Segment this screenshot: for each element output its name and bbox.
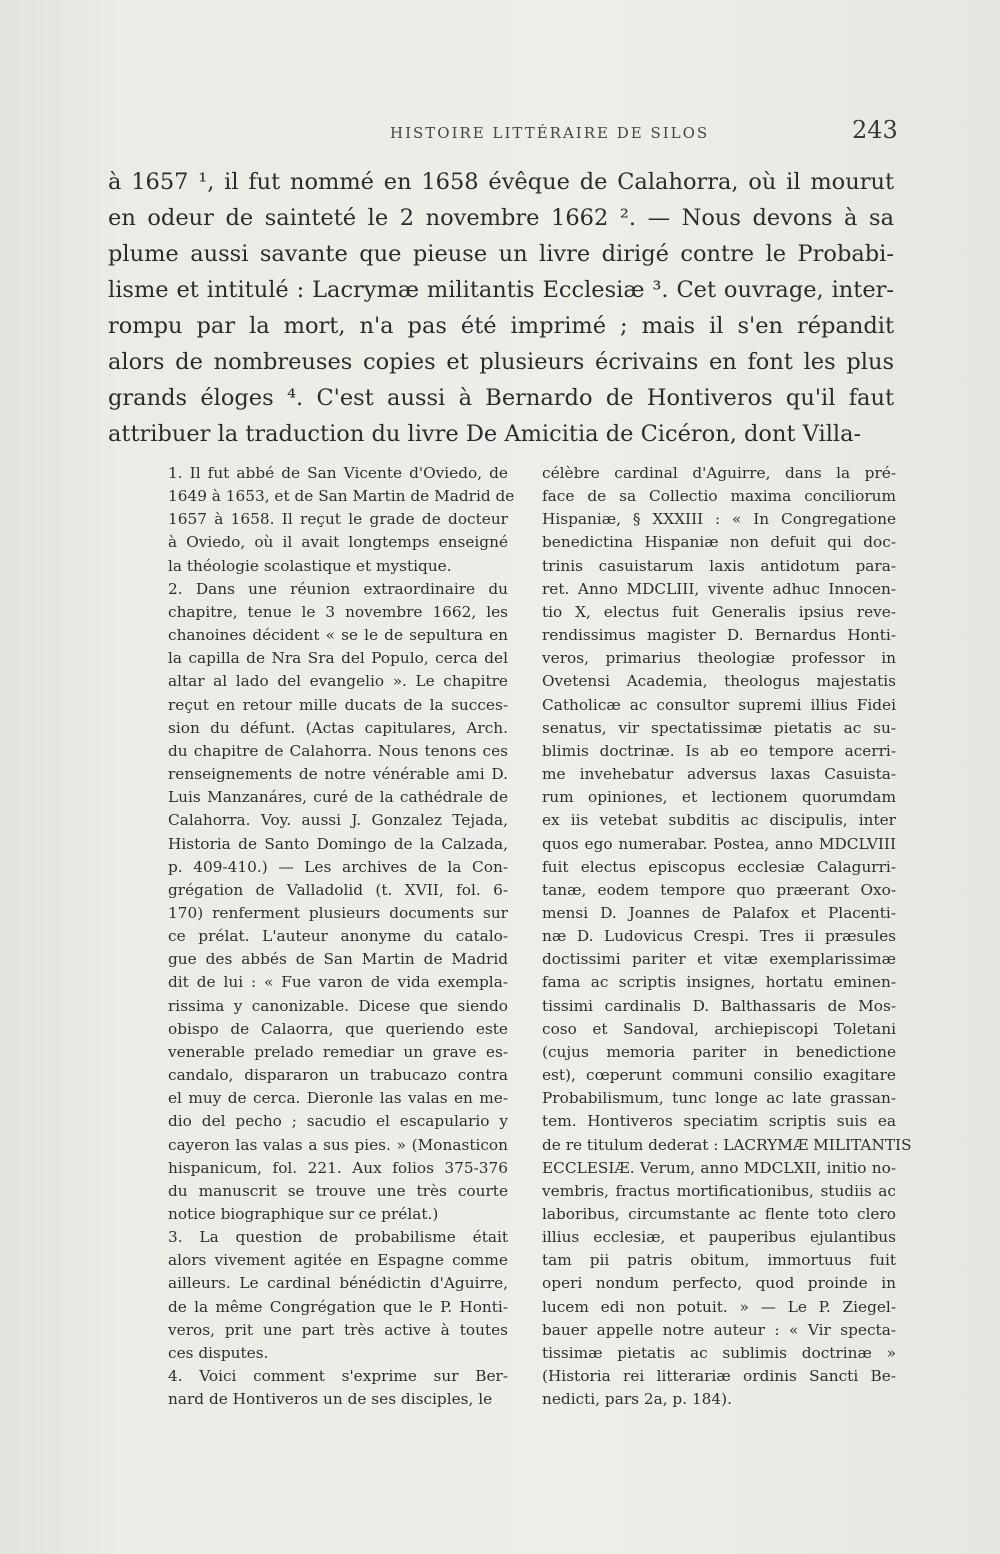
footnote-line: 1. Il fut abbé de San Vicente d'Oviedo, de: [168, 464, 508, 482]
footnote-line: el muy de cerca. Dieronle las valas en me-: [168, 1089, 508, 1108]
footnote-line: 1649 à 1653, et de San Martin de Madrid de: [168, 487, 515, 506]
footnote-line: de la même Congrégation que le P. Honti-: [168, 1297, 508, 1316]
footnote-line: operi nondum perfecto, quod proinde in: [542, 1274, 896, 1293]
footnote-line: du manuscrit se trouve une très courte: [168, 1181, 508, 1200]
footnote-line: laboribus, circumstante ac flente toto clero: [542, 1205, 896, 1223]
footnote-line: alors vivement agitée en Espagne comme: [168, 1251, 508, 1270]
footnotes-left-column: [168, 462, 515, 1411]
footnote-line: blimis doctrinæ. Is ab eo tempore acerri-: [542, 741, 896, 760]
main-text-line: attribuer la traduction du livre De Amicitia de Cicéron, dont Villa-: [108, 421, 862, 447]
footnote-line: renseignements de notre vénérable ami D.: [168, 765, 508, 784]
main-text-line: en odeur de sainteté le 2 novembre 1662 ². — Nous devons à sa: [108, 205, 894, 231]
footnote-line: Historia de Santo Domingo de la Calzada,: [168, 834, 508, 853]
footnote-line: du chapitre de Calahorra. Nous tenons ces: [168, 741, 508, 760]
footnote-line: tem. Hontiveros speciatim scriptis suis ea: [542, 1112, 896, 1131]
footnote-line: à Oviedo, où il avait longtemps enseigné: [168, 533, 508, 552]
footnote-line: la théologie scolastique et mystique.: [168, 556, 452, 575]
footnote-line: rendissimus magister D. Bernardus Honti-: [542, 626, 896, 645]
footnote-line: tissimæ pietatis ac sublimis doctrinæ »: [542, 1343, 896, 1362]
footnote-line: fama ac scriptis insignes, hortatu eminen-: [542, 973, 896, 992]
footnote-line: altar al lado del evangelio ». Le chapitre: [168, 672, 508, 691]
footnote-line: mensi D. Joannes de Palafox et Placenti-: [542, 903, 896, 922]
footnote-line: obispo de Calaorra, que queriendo este: [168, 1019, 508, 1038]
footnote-line: Catholicæ ac consultor supremi illius Fidei: [542, 695, 896, 714]
footnote-line: reçut en retour mille ducats de la succes-: [168, 695, 508, 714]
footnotes-right-column: [542, 462, 912, 1411]
footnote-line: hispanicum, fol. 221. Aux folios 375-376: [168, 1158, 508, 1177]
footnote-line: est), cœperunt communi consilio exagitare: [542, 1066, 896, 1085]
footnote-line: rissima y canonizable. Dicese que siendo: [168, 996, 508, 1015]
main-text-line: rompu par la mort, n'a pas été imprimé ; mais il s'en répandit: [108, 313, 894, 339]
main-text-line: alors de nombreuses copies et plusieurs écrivains en font les plus: [108, 349, 894, 375]
footnote-line: ce prélat. L'auteur anonyme du catalo-: [168, 927, 508, 946]
footnote-line: dio del pecho ; sacudio el escapulario y: [168, 1112, 508, 1131]
footnote-line: Probabilismum, tunc longe ac late grassan-: [542, 1089, 896, 1108]
footnote-line: senatus, vir spectatissimæ pietatis ac su-: [542, 718, 896, 737]
footnote-line: Ovetensi Academia, theologus majestatis: [542, 672, 896, 691]
main-text-line: lisme et intitulé : Lacrymæ militantis Ecclesiæ ³. Cet ouvrage, inter-: [108, 277, 894, 303]
footnote-line: chanoines décident « se le de sepultura en: [168, 626, 508, 645]
footnote-line: næ D. Ludovicus Crespi. Tres ii præsules: [542, 927, 896, 946]
footnote-line: (cujus memoria pariter in benedictione: [542, 1042, 896, 1061]
footnote-line: benedictina Hispaniæ non defuit qui doc-: [542, 533, 896, 552]
footnote-line: tanæ, eodem tempore quo præerant Oxo-: [542, 880, 896, 899]
footnote-line: 3. La question de probabilisme était: [168, 1228, 508, 1247]
footnote-line: venerable prelado remediar un grave es-: [168, 1042, 508, 1061]
footnote-line: rum opiniones, et lectionem quorumdam: [542, 788, 896, 807]
footnote-line: p. 409-410.) — Les archives de la Con-: [168, 857, 508, 876]
footnote-line: ces disputes.: [168, 1343, 269, 1362]
main-text-line: grands éloges ⁴. C'est aussi à Bernardo de Hontiveros qu'il faut: [108, 385, 894, 411]
footnote-line: 4. Voici comment s'exprime sur Ber-: [168, 1367, 508, 1386]
footnote-line: tissimi cardinalis D. Balthassaris de Mos-: [542, 996, 896, 1015]
footnote-line: ret. Anno MDCLIII, vivente adhuc Innocen-: [542, 579, 896, 598]
footnote-line: ex iis vetebat subditis ac discipulis, inter: [542, 811, 896, 830]
footnote-line: illius ecclesiæ, et pauperibus ejulantibus: [542, 1228, 896, 1247]
footnote-line: veros, prit une part très active à toutes: [168, 1320, 508, 1339]
footnote-line: Calahorra. Voy. aussi J. Gonzalez Tejada,: [168, 811, 508, 830]
main-text: [108, 164, 894, 452]
footnote-line: 170) renferment plusieurs documents sur: [168, 903, 508, 922]
footnote-line: dit de lui : « Fue varon de vida exempla-: [168, 973, 508, 992]
main-text-line: plume aussi savante que pieuse un livre dirigé contre le Probabi-: [108, 241, 894, 267]
footnote-line: fuit electus episcopus ecclesiæ Calagurri-: [542, 857, 896, 876]
footnote-line: (Historia rei litterariæ ordinis Sancti Be-: [542, 1367, 896, 1386]
footnote-line: face de sa Collectio maxima conciliorum: [542, 487, 896, 506]
main-text-line: à 1657 ¹, il fut nommé en 1658 évêque de Calahorra, où il mourut: [108, 169, 894, 195]
running-title: HISTOIRE LITTÉRAIRE DE SILOS: [390, 124, 710, 142]
footnote-line: chapitre, tenue le 3 novembre 1662, les: [168, 602, 508, 621]
footnote-line: trinis casuistarum laxis antidotum para-: [542, 556, 896, 575]
footnote-line: vembris, fractus mortificationibus, studiis ac: [542, 1181, 896, 1200]
footnote-line: nedicti, pars 2a, p. 184).: [542, 1390, 732, 1409]
footnote-line: lucem edi non potuit. » — Le P. Ziegel-: [542, 1297, 896, 1316]
footnote-line: ailleurs. Le cardinal bénédictin d'Aguirre,: [168, 1274, 508, 1293]
footnote-line: doctissimi pariter et vitæ exemplarissimæ: [542, 950, 896, 969]
footnote-line: 1657 à 1658. Il reçut le grade de docteur: [168, 510, 508, 529]
footnote-line: nard de Hontiveros un de ses disciples, le: [168, 1390, 493, 1409]
footnote-line: la capilla de Nra Sra del Populo, cerca del: [168, 649, 508, 668]
footnote-line: grégation de Valladolid (t. XVII, fol. 6-: [168, 880, 508, 899]
footnote-line: célèbre cardinal d'Aguirre, dans la pré-: [542, 464, 896, 482]
footnote-line: coso et Sandoval, archiepiscopi Toletani: [542, 1019, 896, 1038]
footnote-line: me invehebatur adversus laxas Casuista-: [542, 765, 896, 784]
footnote-line: de re titulum dederat : LACRYMÆ MILITANTIS: [542, 1135, 912, 1154]
footnote-line: tio X, electus fuit Generalis ipsius reve-: [542, 602, 896, 621]
footnote-line: bauer appelle notre auteur : « Vir specta-: [542, 1320, 896, 1339]
footnote-line: candalo, dispararon un trabucazo contra: [168, 1066, 508, 1085]
footnote-line: 2. Dans une réunion extraordinaire du: [168, 579, 508, 598]
footnote-line: notice biographique sur ce prélat.): [168, 1205, 439, 1223]
footnote-line: ECCLESIÆ. Verum, anno MDCLXII, initio no-: [542, 1158, 896, 1177]
footnote-line: quos ego numerabar. Postea, anno MDCLVIII: [542, 834, 896, 853]
footnote-line: Hispaniæ, § XXXIII : « In Congregatione: [542, 510, 896, 529]
footnote-line: veros, primarius theologiæ professor in: [542, 649, 896, 668]
page-number: 243: [852, 116, 898, 144]
footnote-line: tam pii patris obitum, immortuus fuit: [542, 1251, 896, 1270]
footnote-line: sion du défunt. (Actas capitulares, Arch.: [168, 718, 508, 737]
footnote-line: gue des abbés de San Martin de Madrid: [168, 950, 508, 969]
footnote-line: Luis Manzanáres, curé de la cathédrale de: [168, 788, 508, 807]
footnote-line: cayeron las valas a sus pies. » (Monasticon: [168, 1135, 508, 1154]
